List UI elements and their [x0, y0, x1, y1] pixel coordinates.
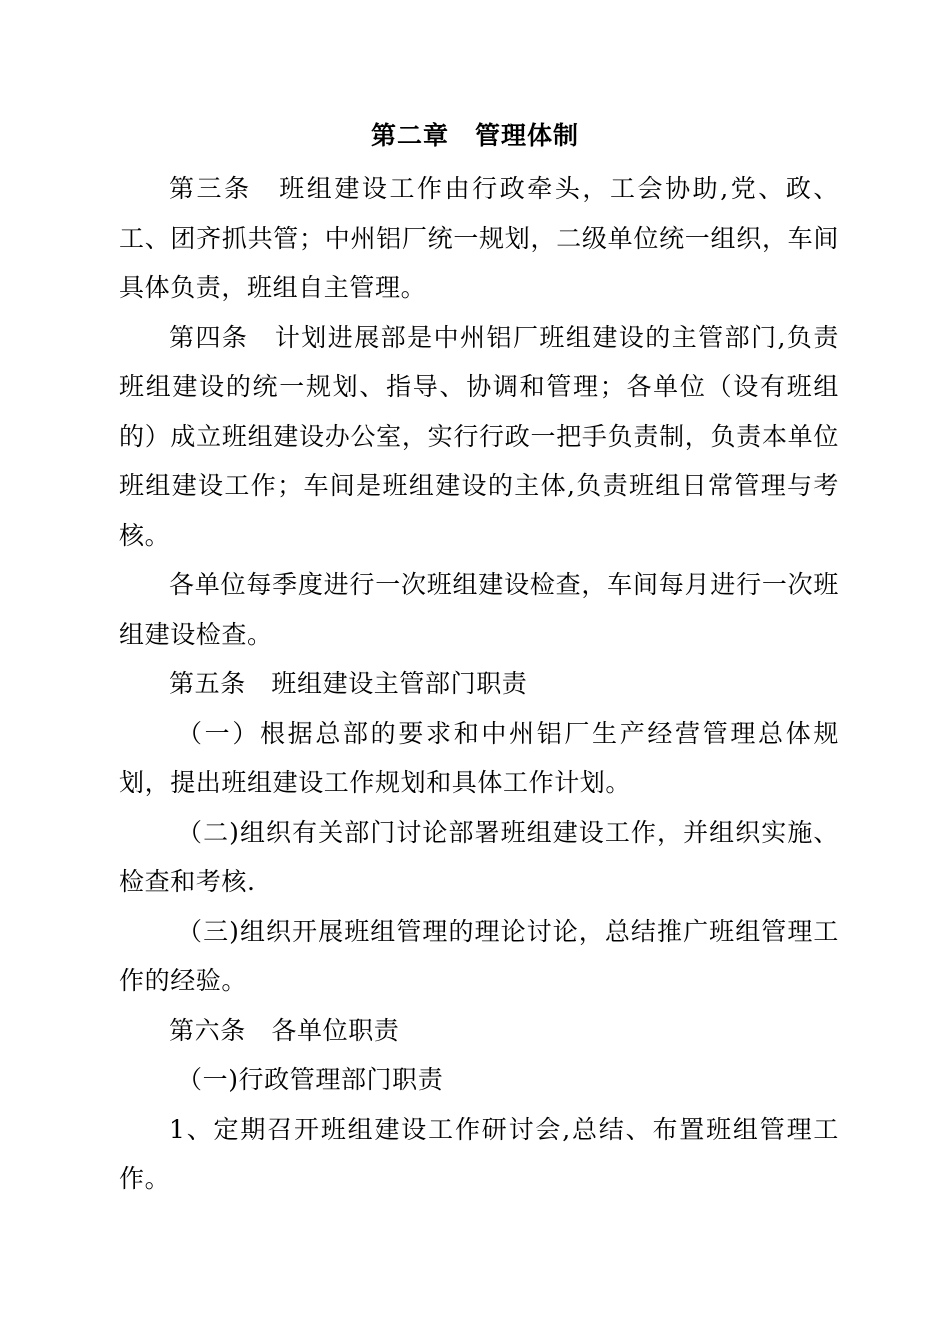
article-5-heading: 第五条 班组建设主管部门职责	[169, 669, 528, 698]
article-5-item-3: （三)组织开展班组管理的理论讨论，总结推广班组管理工作的经验。	[119, 916, 839, 995]
inspection-paragraph: 各单位每季度进行一次班组建设检查，车间每月进行一次班组建设检查。	[119, 570, 839, 649]
article-6-item-1-heading: （一)行政管理部门职责	[177, 1065, 444, 1094]
article-5-item-2: （二)组织有关部门讨论部署班组建设工作，并组织实施、检查和考核.	[119, 817, 839, 896]
document-body	[119, 164, 839, 1204]
article-6-item-1-point-1: 1、定期召开班组建设工作研讨会,总结、布置班组管理工作。	[119, 1114, 839, 1193]
chapter-title: 第二章 管理体制	[370, 121, 579, 150]
article-6-heading: 第六条 各单位职责	[169, 1015, 400, 1045]
article-5-item-1: （一）根据总部的要求和中州铝厂生产经营管理总体规划，提出班组建设工作规划和具体工作计划。	[119, 718, 839, 797]
article-3-paragraph: 第三条 班组建设工作由行政牵头，工会协助,党、政、工、团齐抓共管；中州铝厂统一规划，二级单位统一组织，车间具体负责，班组自主管理。	[119, 174, 839, 302]
article-4-paragraph: 第四条 计划进展部是中州铝厂班组建设的主管部门,负责班组建设的统一规划、指导、协调和管理；各单位（设有班组的）成立班组建设办公室，实行行政一把手负责制，负责本单位班组建设工作；车间是班组建设的主体,负责班组日常管理与考核。	[119, 322, 839, 550]
